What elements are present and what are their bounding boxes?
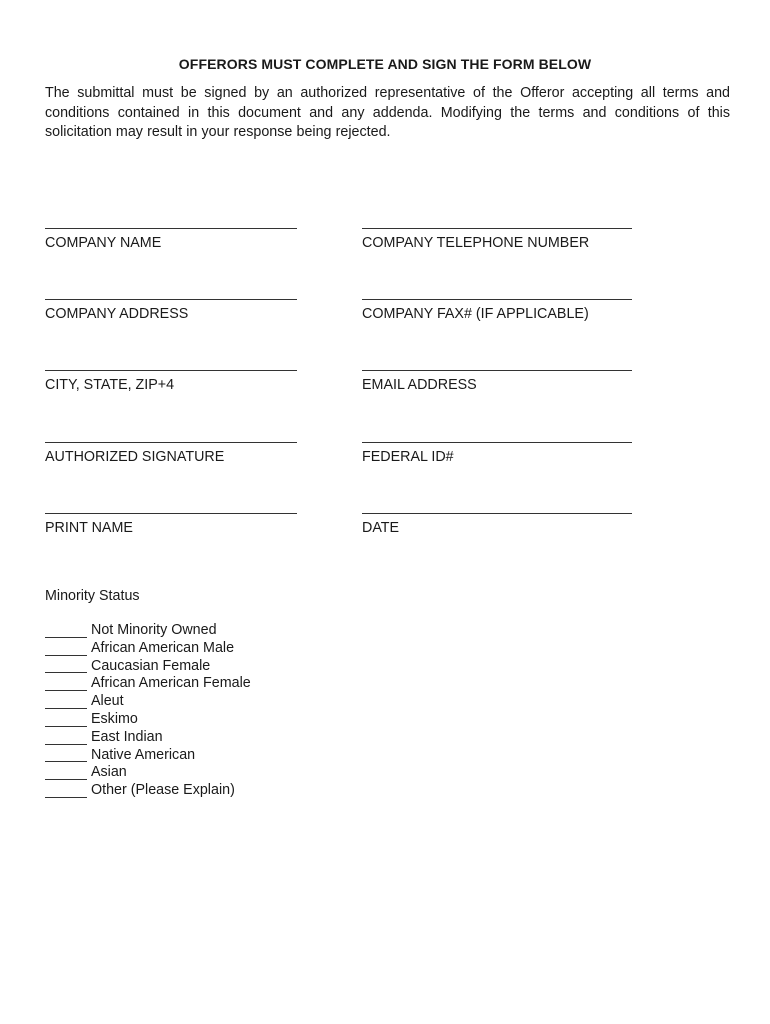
minority-option-blank[interactable] <box>45 713 87 727</box>
minority-option <box>45 622 251 640</box>
minority-option-blank[interactable] <box>45 659 87 673</box>
date-label: DATE <box>362 520 400 536</box>
federal-id-input-line[interactable] <box>362 442 632 443</box>
email-address-input-line[interactable] <box>362 370 632 371</box>
company-fax-input-line[interactable] <box>362 299 632 300</box>
company-fax-label: COMPANY FAX# (IF APPLICABLE) <box>362 306 589 322</box>
federal-id-label: FEDERAL ID# <box>362 449 454 465</box>
company-address-label: COMPANY ADDRESS <box>45 306 189 322</box>
city-state-zip-label: CITY, STATE, ZIP+4 <box>45 377 175 393</box>
company-address-field <box>45 299 315 323</box>
minority-option-blank[interactable] <box>45 642 87 656</box>
minority-option <box>45 693 251 711</box>
company-telephone-field <box>362 228 632 252</box>
email-address-label: EMAIL ADDRESS <box>362 377 477 393</box>
print-name-field <box>45 513 315 537</box>
company-address-input-line[interactable] <box>45 299 297 300</box>
minority-option-label: East Indian <box>91 728 163 745</box>
minority-option <box>45 711 251 729</box>
minority-option <box>45 675 251 693</box>
authorized-signature-field <box>45 442 315 466</box>
minority-option-label: Asian <box>91 764 127 781</box>
minority-option <box>45 729 251 747</box>
minority-option-label: Not Minority Owned <box>91 622 217 638</box>
minority-option-blank[interactable] <box>45 731 87 745</box>
minority-option-label: Aleut <box>91 693 124 710</box>
minority-option <box>45 747 251 765</box>
minority-option-label: Native American <box>91 746 196 763</box>
minority-status-options <box>45 622 251 800</box>
minority-option <box>45 640 251 658</box>
minority-option-blank[interactable] <box>45 748 87 762</box>
authorized-signature-input-line[interactable] <box>45 442 297 443</box>
minority-option-blank[interactable] <box>45 695 87 709</box>
email-address-field <box>362 370 632 394</box>
city-state-zip-field <box>45 370 315 394</box>
print-name-label: PRINT NAME <box>45 520 133 536</box>
minority-option-blank[interactable] <box>45 624 87 638</box>
company-fax-field <box>362 299 632 323</box>
company-name-field <box>45 228 315 252</box>
company-name-input-line[interactable] <box>45 228 297 229</box>
minority-option-blank[interactable] <box>45 784 87 798</box>
minority-option-label: Caucasian Female <box>91 657 211 674</box>
form-title: OFFERORS MUST COMPLETE AND SIGN THE FORM BELOW <box>178 56 592 72</box>
minority-status-heading: Minority Status <box>45 588 140 604</box>
minority-option <box>45 764 251 782</box>
federal-id-field <box>362 442 632 466</box>
minority-option <box>45 782 251 800</box>
authorized-signature-label: AUTHORIZED SIGNATURE <box>45 449 225 465</box>
date-field <box>362 513 632 537</box>
minority-option-label: Eskimo <box>91 710 138 727</box>
print-name-input-line[interactable] <box>45 513 297 514</box>
minority-option-blank[interactable] <box>45 766 87 780</box>
minority-option <box>45 658 251 676</box>
company-telephone-label: COMPANY TELEPHONE NUMBER <box>362 235 590 251</box>
company-name-label: COMPANY NAME <box>45 235 162 251</box>
form-instructions: The submittal must be signed by an authorized representative of the Offeror accepting all terms and conditions contained in this document and any addenda. Modifying the terms and conditions of this solicitation may result in your response being rejected. <box>45 85 730 140</box>
city-state-zip-input-line[interactable] <box>45 370 297 371</box>
minority-option-label: African American Female <box>91 675 251 692</box>
minority-option-blank[interactable] <box>45 677 87 691</box>
minority-option-label: African American Male <box>91 639 235 656</box>
minority-option-label: Other (Please Explain) <box>91 782 235 799</box>
date-input-line[interactable] <box>362 513 632 514</box>
company-telephone-input-line[interactable] <box>362 228 632 229</box>
